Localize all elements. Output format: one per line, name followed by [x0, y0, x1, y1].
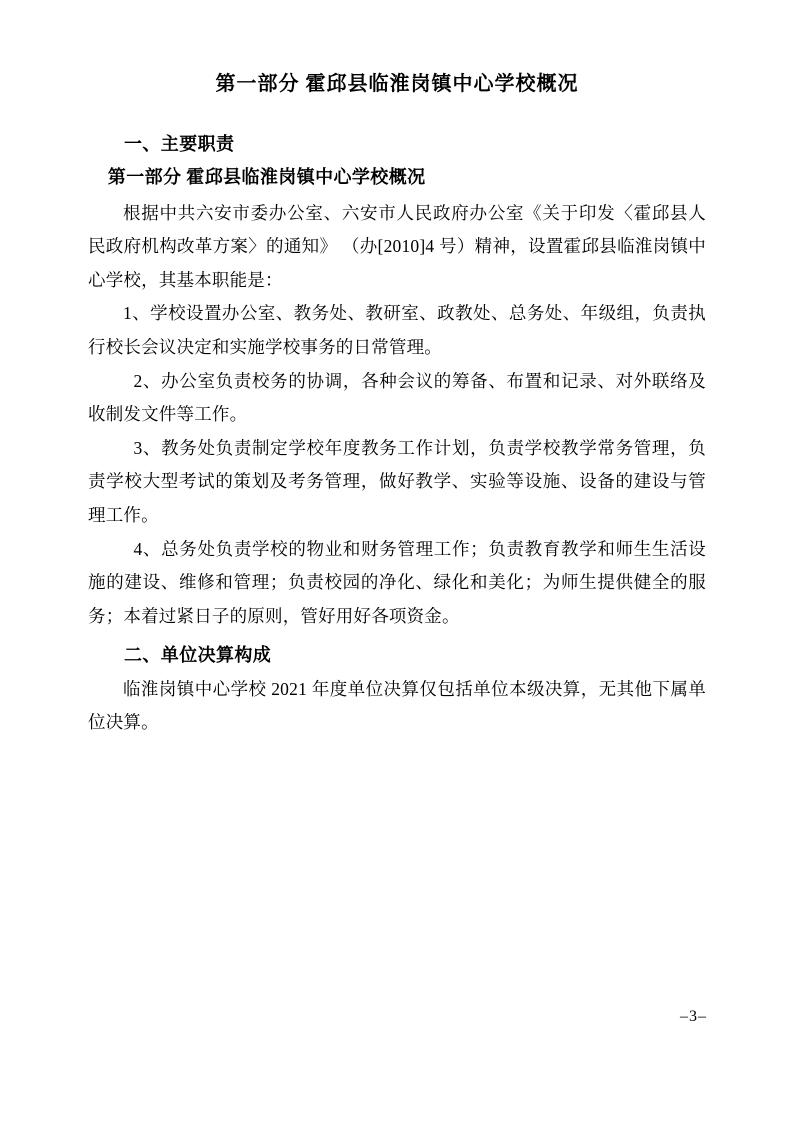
page-title: 第一部分 霍邱县临淮岗镇中心学校概况	[215, 73, 579, 95]
section-heading-budget-composition: 二、单位决算构成	[124, 645, 272, 666]
paragraph-duty-2: 2、办公室负责校务的协调，各种会议的筹备、布置和记录、对外联络及收制发文件等工作。	[88, 370, 706, 425]
paragraph-duty-4: 4、总务处负责学校的物业和财务管理工作；负责教育教学和师生生活设施的建设、维修和管理；负责校园的净化、绿化和美化；为师生提供健全的服务；本着过紧日子的原则，管好用好各项资金。	[88, 538, 706, 626]
paragraph-budget-scope: 临淮岗镇中心学校 2021 年度单位决算仅包括单位本级决算，无其他下属单位决算。	[88, 678, 706, 733]
document-body	[88, 70, 706, 740]
paragraph-duty-3: 3、教务处负责制定学校年度教务工作计划，负责学校教学常务管理，负责学校大型考试的策划及考务管理，做好教学、实验等设施、设备的建设与管理工作。	[88, 437, 706, 525]
paragraph-basis: 根据中共六安市委办公室、六安市人民政府办公室《关于印发〈霍邱县人民政府机构改革方案〉的通知》 （办[2010]4 号）精神，设置霍邱县临淮岗镇中心学校，其基本职能是：	[88, 202, 706, 290]
section-heading-main-duties: 一、主要职责	[124, 134, 235, 154]
paragraph-duty-1: 1、学校设置办公室、教务处、教研室、政教处、总务处、年级组，负责执行校长会议决定和实施学校事务的日常管理。	[88, 303, 706, 357]
section-subheading-overview: 第一部分 霍邱县临淮岗镇中心学校概况	[107, 167, 426, 188]
page-number: –3–	[680, 1008, 707, 1025]
